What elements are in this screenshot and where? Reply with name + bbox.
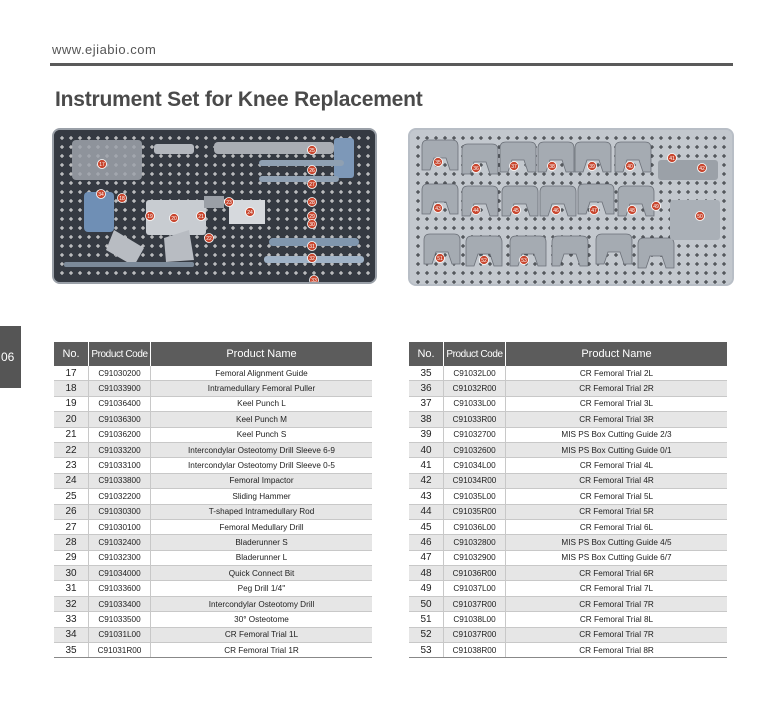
table-row <box>409 381 727 396</box>
cell-product-name: Keel Punch S <box>151 427 373 442</box>
cell-no: 50 <box>409 596 444 611</box>
box-cutting-guide <box>658 160 718 180</box>
cell-no: 20 <box>54 412 89 427</box>
cell-product-name: Femoral Alignment Guide <box>151 366 373 381</box>
cell-product-code: C91032200 <box>89 489 151 504</box>
cell-product-name: CR Femoral Trial 6R <box>506 566 728 581</box>
item-number-label: 48 <box>629 208 635 214</box>
cell-no: 41 <box>409 458 444 473</box>
box-cutting-guide <box>670 200 720 240</box>
intramedullary-rod <box>259 160 344 166</box>
table-row <box>409 442 727 457</box>
cell-product-name: Intercondylar Osteotomy Drill <box>151 596 373 611</box>
item-number-label: 27 <box>309 182 315 188</box>
cell-product-name: CR Femoral Trial 3R <box>506 412 728 427</box>
product-table-left <box>54 342 372 658</box>
cell-product-name: Bladerunner L <box>151 550 373 565</box>
cell-product-name: CR Femoral Trial 4R <box>506 473 728 488</box>
cell-product-code: C91035R00 <box>444 504 506 519</box>
cell-no: 34 <box>54 627 89 642</box>
table-header-row <box>409 342 727 366</box>
cell-product-code: C91031R00 <box>89 643 151 658</box>
cell-product-name: CR Femoral Trial 7R <box>506 627 728 642</box>
drill <box>259 176 339 182</box>
item-number-label: 28 <box>309 200 315 206</box>
table-row <box>409 612 727 627</box>
cell-product-code: C91034L00 <box>444 458 506 473</box>
page-title: Instrument Set for Knee Replacement <box>55 88 423 111</box>
cell-product-code: C91032600 <box>444 442 506 457</box>
cell-product-code: C91031L00 <box>89 627 151 642</box>
table-row <box>409 504 727 519</box>
cell-product-name: CR Femoral Trial 2R <box>506 381 728 396</box>
cell-product-name: Femoral Medullary Drill <box>151 519 373 534</box>
cell-product-code: C91033600 <box>89 581 151 596</box>
cell-product-name: CR Femoral Trial 3L <box>506 396 728 411</box>
cell-no: 47 <box>409 550 444 565</box>
item-number-label: 18 <box>119 196 125 202</box>
cell-no: 37 <box>409 396 444 411</box>
item-number-label: 44 <box>473 208 479 214</box>
cell-product-code: C91033200 <box>89 442 151 457</box>
cell-product-code: C91032400 <box>89 535 151 550</box>
cell-product-name: Intramedullary Femoral Puller <box>151 381 373 396</box>
item-number-label: 20 <box>171 216 177 222</box>
cell-product-code: C91033800 <box>89 473 151 488</box>
table-row <box>54 535 372 550</box>
table-row <box>54 627 372 642</box>
cell-product-name: Intercondylar Osteotomy Drill Sleeve 6-9 <box>151 442 373 457</box>
table-row <box>409 427 727 442</box>
cell-product-code: C91036200 <box>89 427 151 442</box>
cell-product-code: C91037L00 <box>444 581 506 596</box>
cell-no: 33 <box>54 612 89 627</box>
item-number-label: 32 <box>309 256 315 262</box>
item-number-label: 39 <box>589 164 595 170</box>
table-row <box>54 489 372 504</box>
drill-sleeve <box>204 196 224 208</box>
table-row <box>409 550 727 565</box>
cell-product-name: MIS PS Box Cutting Guide 4/5 <box>506 535 728 550</box>
item-number-label: 53 <box>521 258 527 264</box>
header-product-code: Product Code <box>89 342 151 366</box>
cell-product-name: CR Femoral Trial 1L <box>151 627 373 642</box>
table-row <box>409 596 727 611</box>
item-number-label: 34 <box>98 192 104 198</box>
table-row <box>409 458 727 473</box>
cell-no: 53 <box>409 643 444 658</box>
table-row <box>54 396 372 411</box>
cell-no: 31 <box>54 581 89 596</box>
cell-no: 26 <box>54 504 89 519</box>
cell-product-code: C91033400 <box>89 596 151 611</box>
cell-product-name: Femoral Impactor <box>151 473 373 488</box>
cell-no: 23 <box>54 458 89 473</box>
item-number-label: 50 <box>697 214 703 220</box>
table-row <box>409 396 727 411</box>
cell-product-code: C91032L00 <box>444 366 506 381</box>
item-number-label: 21 <box>198 214 204 220</box>
item-number-label: 31 <box>309 244 315 250</box>
cell-no: 42 <box>409 473 444 488</box>
item-number-label: 45 <box>513 208 519 214</box>
cell-product-code: C91032800 <box>444 535 506 550</box>
cell-product-code: C91036300 <box>89 412 151 427</box>
cell-product-name: Bladerunner S <box>151 535 373 550</box>
header-no: No. <box>54 342 89 366</box>
cell-no: 30 <box>54 566 89 581</box>
cell-no: 49 <box>409 581 444 596</box>
cell-product-code: C91036R00 <box>444 566 506 581</box>
table-row <box>409 581 727 596</box>
cell-product-name: Quick Connect Bit <box>151 566 373 581</box>
cell-product-name: Keel Punch L <box>151 396 373 411</box>
item-number-label: 43 <box>435 206 441 212</box>
table-row <box>54 504 372 519</box>
cell-no: 32 <box>54 596 89 611</box>
table-header-row <box>54 342 372 366</box>
cell-product-name: CR Femoral Trial 5L <box>506 489 728 504</box>
cell-product-name: MIS PS Box Cutting Guide 0/1 <box>506 442 728 457</box>
header-no: No. <box>409 342 444 366</box>
table-row <box>409 473 727 488</box>
cell-product-code: C91032R00 <box>444 381 506 396</box>
table-row <box>54 519 372 534</box>
item-number-label: 51 <box>437 256 443 262</box>
cell-no: 36 <box>409 381 444 396</box>
table-row <box>409 489 727 504</box>
item-number-label: 47 <box>591 208 597 214</box>
cell-no: 21 <box>54 427 89 442</box>
instrument-part <box>154 144 194 154</box>
cell-product-code: C91030200 <box>89 366 151 381</box>
table-row <box>409 566 727 581</box>
cell-product-name: CR Femoral Trial 6L <box>506 519 728 534</box>
table-row <box>409 627 727 642</box>
cell-product-code: C91034R00 <box>444 473 506 488</box>
cell-product-name: 30° Osteotome <box>151 612 373 627</box>
table-row <box>54 596 372 611</box>
table-row <box>409 643 727 658</box>
cell-product-name: CR Femoral Trial 2L <box>506 366 728 381</box>
item-number-label: 52 <box>481 258 487 264</box>
item-number-label: 19 <box>147 214 153 220</box>
cell-no: 18 <box>54 381 89 396</box>
table-row <box>54 581 372 596</box>
cell-no: 27 <box>54 519 89 534</box>
instrument-tray-photo-left <box>52 128 377 284</box>
item-number-label: 25 <box>309 148 315 154</box>
item-number-label: 37 <box>511 164 517 170</box>
header-product-name: Product Name <box>506 342 728 366</box>
cell-no: 35 <box>54 643 89 658</box>
cell-product-code: C91034000 <box>89 566 151 581</box>
cell-no: 38 <box>409 412 444 427</box>
item-number-label: 26 <box>309 168 315 174</box>
cell-no: 22 <box>54 442 89 457</box>
header-rule <box>50 63 733 66</box>
cell-product-name: Intercondylar Osteotomy Drill Sleeve 0-5 <box>151 458 373 473</box>
cell-no: 44 <box>409 504 444 519</box>
item-number-label: 35 <box>435 160 441 166</box>
cell-product-name: MIS PS Box Cutting Guide 2/3 <box>506 427 728 442</box>
cell-product-code: C91038R00 <box>444 643 506 658</box>
header-product-name: Product Name <box>151 342 373 366</box>
item-number-label: 24 <box>247 210 253 216</box>
cell-product-code: C91038L00 <box>444 612 506 627</box>
item-number-label: 29 <box>309 214 315 220</box>
item-number-label: 49 <box>653 204 659 210</box>
osteotome <box>64 262 194 267</box>
item-number-label: 41 <box>669 156 675 162</box>
table-row <box>54 458 372 473</box>
cell-product-code: C91035L00 <box>444 489 506 504</box>
table-row <box>409 412 727 427</box>
cell-product-code: C91037R00 <box>444 596 506 611</box>
table-row <box>54 366 372 381</box>
cell-no: 28 <box>54 535 89 550</box>
cell-product-code: C91037R00 <box>444 627 506 642</box>
cell-no: 45 <box>409 519 444 534</box>
item-number-label: 40 <box>627 164 633 170</box>
cell-no: 48 <box>409 566 444 581</box>
cell-no: 25 <box>54 489 89 504</box>
cell-product-name: Peg Drill 1/4'' <box>151 581 373 596</box>
product-table-right <box>409 342 727 658</box>
item-number-label: 42 <box>699 166 705 172</box>
cell-product-code: C91030100 <box>89 519 151 534</box>
cell-product-code: C91033100 <box>89 458 151 473</box>
cell-product-name: CR Femoral Trial 1R <box>151 643 373 658</box>
item-number-label: 30 <box>309 222 315 228</box>
table-row <box>54 427 372 442</box>
item-number-label: 17 <box>99 162 105 168</box>
cell-no: 51 <box>409 612 444 627</box>
cell-product-name: CR Femoral Trial 4L <box>506 458 728 473</box>
cell-product-name: CR Femoral Trial 5R <box>506 504 728 519</box>
cell-product-name: CR Femoral Trial 7L <box>506 581 728 596</box>
femoral-alignment-guide <box>72 140 142 180</box>
cell-no: 52 <box>409 627 444 642</box>
cell-no: 24 <box>54 473 89 488</box>
cell-no: 29 <box>54 550 89 565</box>
instrument-handle <box>334 138 354 178</box>
website-url: www.ejiabio.com <box>52 42 157 57</box>
table-row <box>54 550 372 565</box>
table-row <box>54 442 372 457</box>
cell-product-code: C91033500 <box>89 612 151 627</box>
cell-product-code: C91032900 <box>444 550 506 565</box>
header-product-code: Product Code <box>444 342 506 366</box>
cell-product-code: C91032300 <box>89 550 151 565</box>
item-number-label: 22 <box>206 236 212 242</box>
item-number-label: 46 <box>553 208 559 214</box>
table-row <box>54 381 372 396</box>
cell-product-name: Sliding Hammer <box>151 489 373 504</box>
item-number-label: 23 <box>226 200 232 206</box>
table-row <box>54 612 372 627</box>
cell-product-code: C91030300 <box>89 504 151 519</box>
table-row <box>409 366 727 381</box>
table-row <box>54 412 372 427</box>
cell-product-code: C91032700 <box>444 427 506 442</box>
cell-product-code: C91036L00 <box>444 519 506 534</box>
cell-product-name: MIS PS Box Cutting Guide 6/7 <box>506 550 728 565</box>
table-row <box>409 519 727 534</box>
table-row <box>54 566 372 581</box>
instrument-tray-photo-right <box>408 128 734 286</box>
cell-product-name: CR Femoral Trial 8R <box>506 643 728 658</box>
cell-no: 19 <box>54 396 89 411</box>
item-number-label: 36 <box>473 166 479 172</box>
cell-no: 17 <box>54 366 89 381</box>
cell-no: 43 <box>409 489 444 504</box>
cell-product-code: C91033L00 <box>444 396 506 411</box>
cell-product-name: T-shaped Intramedullary Rod <box>151 504 373 519</box>
cell-product-name: CR Femoral Trial 8L <box>506 612 728 627</box>
table-row <box>54 473 372 488</box>
cell-product-name: Keel Punch M <box>151 412 373 427</box>
cell-no: 40 <box>409 442 444 457</box>
page-number-tab: 06 <box>0 326 21 388</box>
table-row <box>409 535 727 550</box>
cell-no: 35 <box>409 366 444 381</box>
cell-product-code: C91036400 <box>89 396 151 411</box>
cell-product-code: C91033900 <box>89 381 151 396</box>
cell-product-code: C91033R00 <box>444 412 506 427</box>
table-row <box>54 643 372 658</box>
cell-no: 39 <box>409 427 444 442</box>
item-number-label: 33 <box>311 278 317 282</box>
cell-no: 46 <box>409 535 444 550</box>
item-number-label: 38 <box>549 164 555 170</box>
cell-product-name: CR Femoral Trial 7R <box>506 596 728 611</box>
